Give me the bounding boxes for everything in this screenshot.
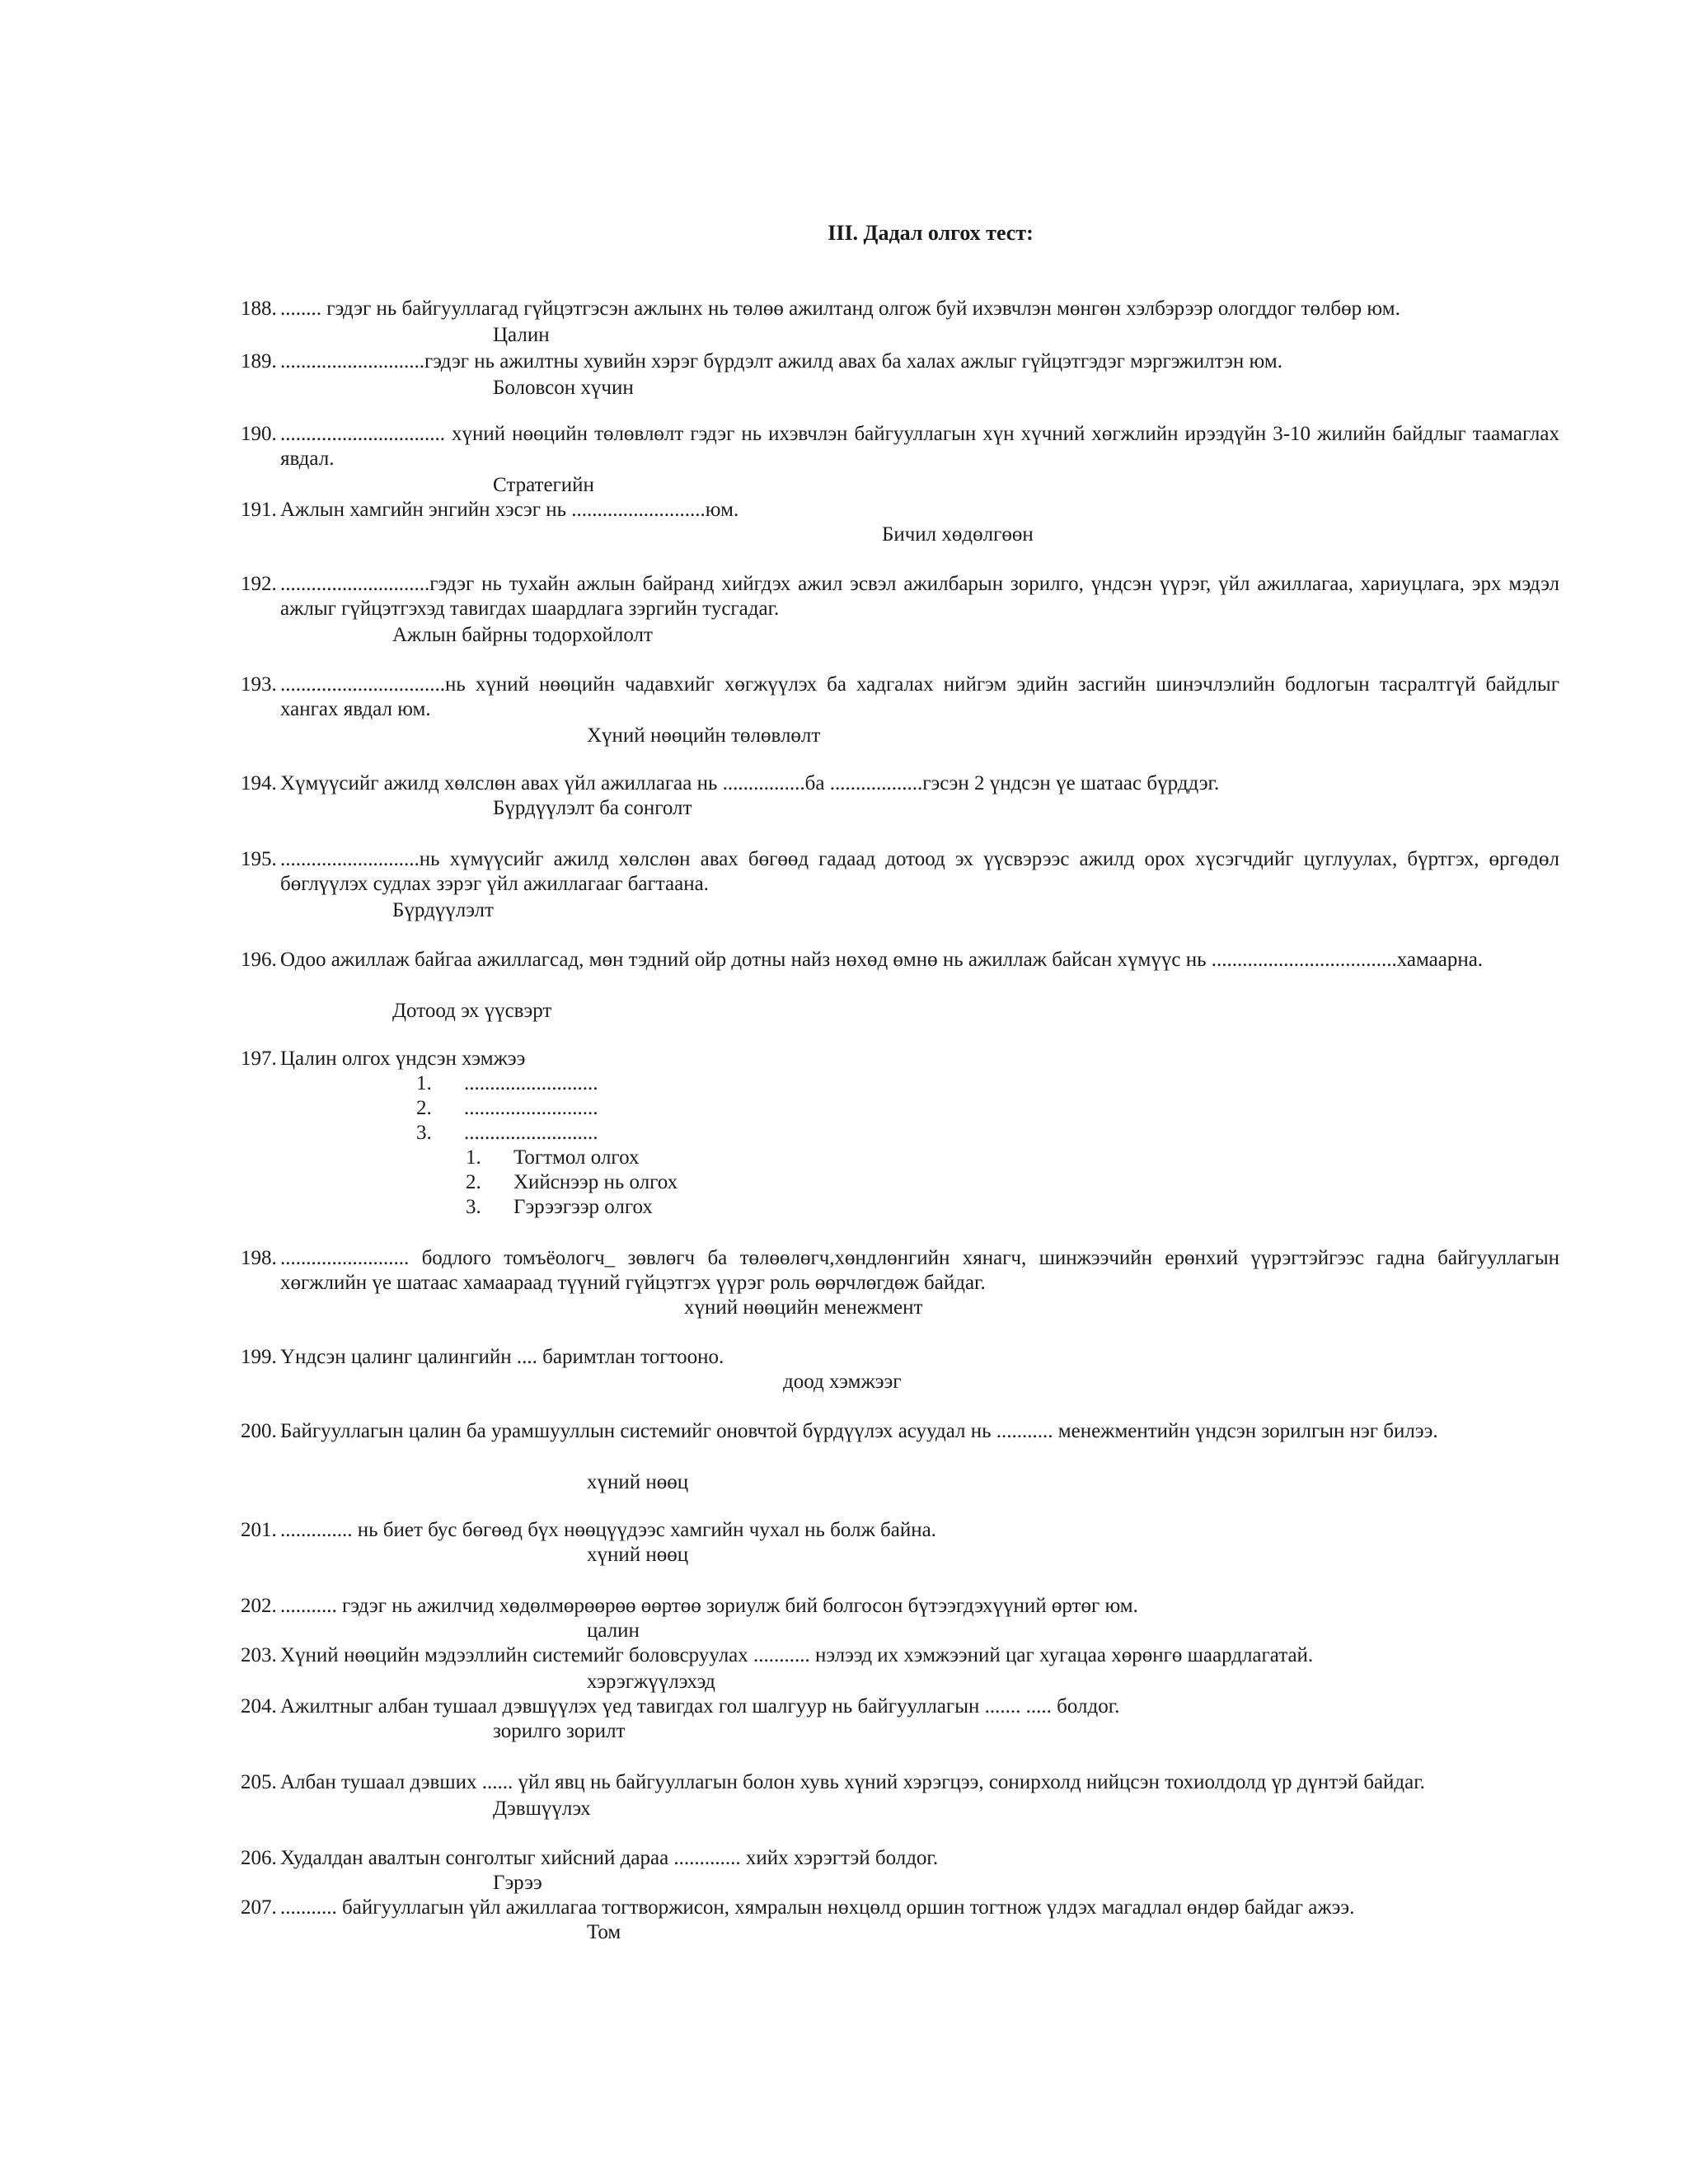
question-text: Худалдан авалтын сонголтыг хийсний дараа ............. хийх хэрэгтэй болдог.	[280, 1847, 939, 1869]
answer-189: Боловсон хүчин	[493, 377, 634, 399]
question-191	[241, 498, 1559, 523]
answer-196: Дотоод эх үүсвэрт	[392, 1000, 552, 1022]
question-text: ...........................нь хүмүүсийг ажилд хөлслөн авах бөгөөд гадаад дотоод эх үүсвэрээс ажилд орох хүсэгчдийг цуглуулах, бүртгэх, өргөдөл бөглүүлэх судлах зэрэг үйл ажиллагааг багтаана.	[280, 848, 1559, 895]
question-text: ........... байгууллагын үйл ажиллагаа тогтворжисон, хямралын нөхцөлд оршин тогтнож үлдэх магадлал өндөр байдаг ажээ.	[280, 1896, 1355, 1919]
answer-line: 2. Хийснээр нь олгох	[466, 1171, 678, 1193]
question-text: ........... гэдэг нь ажилчид хөдөлмөрөөрөө өөртөө зориулж бий болгосон бүтээгдэхүүний өртөг юм.	[280, 1595, 1138, 1617]
question-number: 204.	[241, 1695, 277, 1718]
answer-206: Гэрээ	[493, 1872, 542, 1894]
answer-line: 3. Гэрээгээр олгох	[466, 1196, 653, 1218]
blank-line: 2. ..........................	[416, 1097, 598, 1119]
question-number: 188.	[241, 298, 277, 320]
question-number: 207.	[241, 1896, 277, 1919]
question-189	[241, 349, 1559, 374]
question-number: 203.	[241, 1644, 277, 1666]
question-197	[241, 1047, 1559, 1071]
answer-199: доод хэмжээг	[783, 1371, 902, 1393]
question-195	[241, 847, 1559, 897]
question-number: 205.	[241, 1771, 277, 1793]
question-text: Албан тушаал дэвших ...... үйл явц нь байгууллагын болон хувь хүний хэрэгцээ, сонирхолд нийцсэн тохиолдолд үр дүнтэй байдаг.	[280, 1771, 1425, 1793]
answer-193: Хүний нөөцийн төлөвлөлт	[587, 724, 821, 747]
question-196	[241, 948, 1559, 972]
question-206	[241, 1846, 1559, 1871]
question-text: ........ гэдэг нь байгууллагад гүйцэтгэсэн ажлынх нь төлөө ажилтанд олгож буй ихэвчлэн мөнгөн хэлбэрээр ологддог төлбөр юм.	[280, 298, 1400, 320]
question-number: 193.	[241, 673, 277, 696]
question-text: Ажилтныг албан тушаал дэвшүүлэх үед тавигдах гол шалгуур нь байгууллагын ....... ..... болдог.	[280, 1695, 1120, 1718]
question-text: Ажлын хамгийн энгийн хэсэг нь ..........................юм.	[280, 499, 739, 521]
question-number: 198.	[241, 1247, 277, 1269]
question-number: 197.	[241, 1047, 277, 1070]
answer-188: Цалин	[493, 324, 550, 346]
question-188	[241, 297, 1559, 321]
question-number: 200.	[241, 1420, 277, 1442]
question-text: .............................гэдэг нь тухайн ажлын байранд хийгдэх ажил эсвэл ажилбарын зорилго, үндсэн үүрэг, үйл ажиллагаа, хариуцлага, эрх мэдэл ажлыг гүйцэтгэхэд тавигдах шаардлага зэргийн тусгадаг.	[280, 573, 1559, 620]
question-number: 194.	[241, 772, 277, 794]
question-194	[241, 771, 1559, 796]
question-205	[241, 1770, 1559, 1795]
answer-198: хүний нөөцийн менежмент	[684, 1296, 923, 1319]
question-190	[241, 422, 1559, 471]
question-text: Байгууллагын цалин ба урамшууллын системийг оновчтой бүрдүүлэх асуудал нь ........... менежментийн үндсэн зорилгын нэг билээ.	[280, 1420, 1438, 1442]
question-number: 196.	[241, 949, 277, 971]
answer-195: Бүрдүүлэлт	[392, 899, 494, 921]
question-text: .............. нь биет бус бөгөөд бүх нөөцүүдээс хамгийн чухал нь болж байна.	[280, 1519, 936, 1541]
answer-line: 1. Тогтмол олгох	[466, 1146, 640, 1169]
question-number: 206.	[241, 1847, 277, 1869]
question-text: ......................... бодлого томъёологч_ зөвлөгч ба төлөөлөгч,хөндлөнгийн хянагч, шинжээчийн ерөнхий үүрэгтэйгээс гадна байгууллагын хөгжлийн үе шатаас хамаараад түүний гүйцэтгэх үүрэг роль өөрчлөгдөж байдаг.	[280, 1247, 1559, 1294]
answer-191: Бичил хөдөлгөөн	[882, 523, 1034, 546]
question-number: 190.	[241, 423, 277, 445]
question-text: Хүмүүсийг ажилд хөлслөн авах үйл ажиллагаа нь ................ба ..................гэсэн 2 үндсэн үе шатаас бүрддэг.	[280, 772, 1220, 794]
question-200	[241, 1419, 1559, 1444]
answer-205: Дэвшүүлэх	[493, 1797, 591, 1820]
question-199	[241, 1345, 1559, 1370]
question-203	[241, 1643, 1559, 1668]
answer-201: хүний нөөц	[587, 1544, 689, 1566]
answer-190: Стратегийн	[493, 474, 594, 496]
question-text: ................................нь хүний нөөцийн чадавхийг хөгжүүлэх ба хадгалах нийгэм эдийн засгийн шинэчлэлийн бодлогын тасралтгүй байдлыг хангах явдал юм.	[280, 673, 1559, 720]
question-192	[241, 572, 1559, 621]
question-number: 195.	[241, 848, 277, 870]
question-text: ................................ хүний нөөцийн төлөвлөлт гэдэг нь ихэвчлэн байгууллагын хүн хүчний хөгжлийн ирээдүйн 3-10 жилийн байдлыг таамаглах явдал.	[280, 423, 1559, 470]
question-193	[241, 673, 1559, 722]
answer-202: цалин	[587, 1619, 640, 1642]
question-201	[241, 1518, 1559, 1543]
question-number: 202.	[241, 1595, 277, 1617]
question-number: 201.	[241, 1519, 277, 1541]
question-207	[241, 1896, 1559, 1920]
answer-192: Ажлын байрны тодорхойлолт	[392, 624, 653, 646]
question-text: ............................гэдэг нь ажилтны хувийн хэрэг бүрдэлт ажилд авах ба халах ажлыг гүйцэтгэдэг мэргэжилтэн юм.	[280, 350, 1282, 373]
section-title: III. Дадал олгох тест:	[828, 221, 1034, 245]
question-number: 199.	[241, 1346, 277, 1368]
question-text: Үндсэн цалинг цалингийн .... баримтлан тогтооно.	[280, 1346, 724, 1368]
question-number: 189.	[241, 350, 277, 373]
question-text: Хүний нөөцийн мэдээллийн системийг боловсруулах ........... нэлээд их хэмжээний цаг хугацаа хөрөнгө шаардлагатай.	[280, 1644, 1314, 1666]
question-198	[241, 1246, 1559, 1296]
answer-204: зорилго зорилт	[493, 1720, 626, 1742]
blank-line: 1. ..........................	[416, 1072, 598, 1094]
question-204	[241, 1694, 1559, 1719]
answer-194: Бүрдүүлэлт ба сонголт	[493, 797, 692, 819]
question-number: 192.	[241, 573, 277, 595]
answer-207: Том	[587, 1921, 621, 1943]
question-202	[241, 1594, 1559, 1619]
answer-203: хэрэгжүүлэхэд	[587, 1671, 715, 1693]
question-text: Одоо ажиллаж байгаа ажиллагсад, мөн тэдний ойр дотны найз нөхөд өмнө нь ажиллаж байсан хүмүүс нь ....................................хамаарна.	[280, 949, 1484, 971]
question-text: Цалин олгох үндсэн хэмжээ	[280, 1047, 526, 1070]
answer-200: хүний нөөц	[587, 1471, 689, 1493]
question-number: 191.	[241, 499, 277, 521]
blank-line: 3. ..........................	[416, 1122, 598, 1144]
